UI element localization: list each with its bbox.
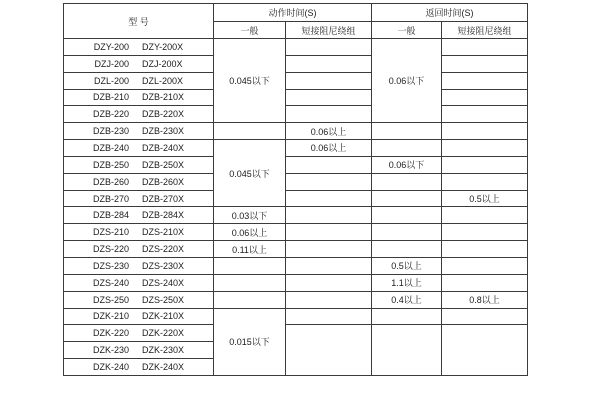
table-row xyxy=(64,207,528,224)
model-name-x: DZB-284X xyxy=(141,210,185,221)
table-row xyxy=(64,190,528,207)
model-name-x: DZB-230X xyxy=(141,126,185,137)
empty-cell xyxy=(214,123,286,140)
value-cell-act-damping: 0.06以上 xyxy=(286,123,372,140)
empty-cell xyxy=(442,72,528,89)
empty-cell xyxy=(214,257,286,274)
empty-cell xyxy=(442,224,528,241)
model-cell xyxy=(64,156,214,173)
empty-cell xyxy=(286,207,372,224)
empty-cell xyxy=(442,274,528,291)
model-name-x: DZK-220X xyxy=(141,328,185,339)
model-name: DZS-210 xyxy=(92,227,129,238)
header-return-time: 返回时间(S) xyxy=(372,4,528,22)
table-row xyxy=(64,325,528,342)
model-name-x: DZY-200X xyxy=(141,41,184,52)
value-cell-ret-general: 0.4以上 xyxy=(372,291,442,308)
model-cell xyxy=(64,274,214,291)
table-row xyxy=(64,291,528,308)
empty-cell xyxy=(372,308,442,325)
header-action-general: 一般 xyxy=(214,22,286,39)
model-name: DZK-240 xyxy=(92,361,129,372)
model-name-x: DZJ-200X xyxy=(142,58,183,69)
model-name-x: DZK-230X xyxy=(141,345,185,356)
model-cell xyxy=(64,39,214,56)
model-name: DZS-230 xyxy=(92,260,129,271)
table-row xyxy=(64,173,528,190)
model-name-x: DZB-250X xyxy=(141,159,185,170)
model-name: DZY-200 xyxy=(93,41,129,52)
empty-cell xyxy=(442,123,528,140)
header-return-general: 一般 xyxy=(372,22,442,39)
value-cell-ret-general: 1.1以上 xyxy=(372,274,442,291)
empty-cell xyxy=(442,106,528,123)
relay-spec-table xyxy=(63,3,528,376)
empty-cell xyxy=(372,224,442,241)
empty-cell xyxy=(442,308,528,325)
empty-cell xyxy=(286,55,372,72)
empty-cell xyxy=(372,241,442,258)
table-row xyxy=(64,106,528,123)
empty-cell xyxy=(442,207,528,224)
model-name-x: DZS-220X xyxy=(141,244,185,255)
value-cell-act-general: 0.03以下 xyxy=(214,207,286,224)
empty-cell xyxy=(214,291,286,308)
model-name: DZB-230 xyxy=(92,126,129,137)
empty-cell xyxy=(286,106,372,123)
model-name-x: DZK-210X xyxy=(141,311,185,322)
value-cell-act-general: 0.11以上 xyxy=(214,241,286,258)
empty-cell xyxy=(214,274,286,291)
model-name-x: DZL-200X xyxy=(141,75,184,86)
model-cell xyxy=(64,342,214,359)
empty-cell xyxy=(286,190,372,207)
model-name: DZB-210 xyxy=(92,92,129,103)
model-name: DZB-250 xyxy=(92,159,129,170)
empty-cell xyxy=(442,89,528,106)
table-row xyxy=(64,123,528,140)
empty-cell xyxy=(286,274,372,291)
empty-cell xyxy=(372,190,442,207)
table-row xyxy=(64,274,528,291)
value-cell-ret-general: 0.06以下 xyxy=(372,156,442,173)
empty-cell xyxy=(286,241,372,258)
model-name-x: DZS-230X xyxy=(141,260,185,271)
model-cell xyxy=(64,55,214,72)
model-cell xyxy=(64,72,214,89)
model-cell xyxy=(64,359,214,376)
header-model: 型 号 xyxy=(64,4,214,39)
model-cell xyxy=(64,291,214,308)
model-name: DZS-250 xyxy=(92,294,129,305)
model-cell xyxy=(64,106,214,123)
empty-cell xyxy=(372,325,442,376)
empty-cell xyxy=(372,173,442,190)
model-name: DZB-240 xyxy=(92,142,129,153)
empty-cell xyxy=(442,257,528,274)
model-cell xyxy=(64,325,214,342)
model-name: DZB-220 xyxy=(92,109,129,120)
empty-cell xyxy=(442,156,528,173)
empty-cell xyxy=(286,257,372,274)
model-name: DZB-284 xyxy=(92,210,129,221)
empty-cell xyxy=(286,89,372,106)
empty-cell xyxy=(286,156,372,173)
model-name-x: DZB-220X xyxy=(141,109,185,120)
model-name-x: DZS-240X xyxy=(141,277,185,288)
table-row xyxy=(64,39,528,56)
empty-cell xyxy=(286,39,372,56)
model-name: DZJ-200 xyxy=(94,58,129,69)
empty-cell xyxy=(286,72,372,89)
model-name-x: DZS-250X xyxy=(141,294,185,305)
value-cell-ret-general: 0.5以上 xyxy=(372,257,442,274)
model-name: DZB-270 xyxy=(92,193,129,204)
model-cell xyxy=(64,123,214,140)
empty-cell xyxy=(442,173,528,190)
model-name: DZK-230 xyxy=(92,345,129,356)
header-action-damping: 短接阻尼绕组 xyxy=(286,22,372,39)
value-cell-act-general: 0.06以上 xyxy=(214,224,286,241)
value-cell-ret-general: 0.06以下 xyxy=(372,39,442,123)
empty-cell xyxy=(286,224,372,241)
value-cell-act-general: 0.045以下 xyxy=(214,39,286,123)
model-name: DZK-210 xyxy=(92,311,129,322)
empty-cell xyxy=(372,140,442,157)
empty-cell xyxy=(442,140,528,157)
model-name-x: DZB-210X xyxy=(141,92,185,103)
empty-cell xyxy=(372,207,442,224)
table-row xyxy=(64,89,528,106)
model-cell xyxy=(64,89,214,106)
value-cell-act-damping: 0.06以上 xyxy=(286,140,372,157)
model-cell xyxy=(64,173,214,190)
empty-cell xyxy=(442,39,528,56)
empty-cell xyxy=(286,308,372,325)
value-cell-ret-damping: 0.8以上 xyxy=(442,291,528,308)
model-cell xyxy=(64,190,214,207)
empty-cell xyxy=(372,123,442,140)
model-cell xyxy=(64,241,214,258)
model-name: DZS-240 xyxy=(92,277,129,288)
empty-cell xyxy=(442,325,528,376)
model-name-x: DZB-260X xyxy=(141,176,185,187)
header-action-time: 动作时间(S) xyxy=(214,4,372,22)
header-return-damping: 短接阻尼绕组 xyxy=(442,22,528,39)
model-name-x: DZS-210X xyxy=(141,227,185,238)
model-name: DZB-260 xyxy=(92,176,129,187)
model-name-x: DZB-240X xyxy=(141,142,185,153)
model-name: DZK-220 xyxy=(92,328,129,339)
value-cell-ret-damping: 0.5以上 xyxy=(442,190,528,207)
table-row xyxy=(64,55,528,72)
model-name: DZS-220 xyxy=(92,244,129,255)
value-cell-act-general: 0.045以下 xyxy=(214,140,286,207)
model-cell xyxy=(64,257,214,274)
table-row xyxy=(64,308,528,325)
value-cell-act-general: 0.015以下 xyxy=(214,308,286,375)
table-row xyxy=(64,72,528,89)
model-cell xyxy=(64,140,214,157)
table-row xyxy=(64,140,528,157)
model-cell xyxy=(64,308,214,325)
model-cell xyxy=(64,224,214,241)
empty-cell xyxy=(286,291,372,308)
empty-cell xyxy=(286,173,372,190)
table-row xyxy=(64,241,528,258)
model-name: DZL-200 xyxy=(93,75,129,86)
empty-cell xyxy=(442,241,528,258)
table-row xyxy=(64,156,528,173)
model-name-x: DZK-240X xyxy=(141,361,185,372)
table-row xyxy=(64,224,528,241)
table-row xyxy=(64,257,528,274)
model-cell xyxy=(64,207,214,224)
model-name-x: DZB-270X xyxy=(141,193,185,204)
empty-cell xyxy=(286,325,372,376)
empty-cell xyxy=(442,55,528,72)
